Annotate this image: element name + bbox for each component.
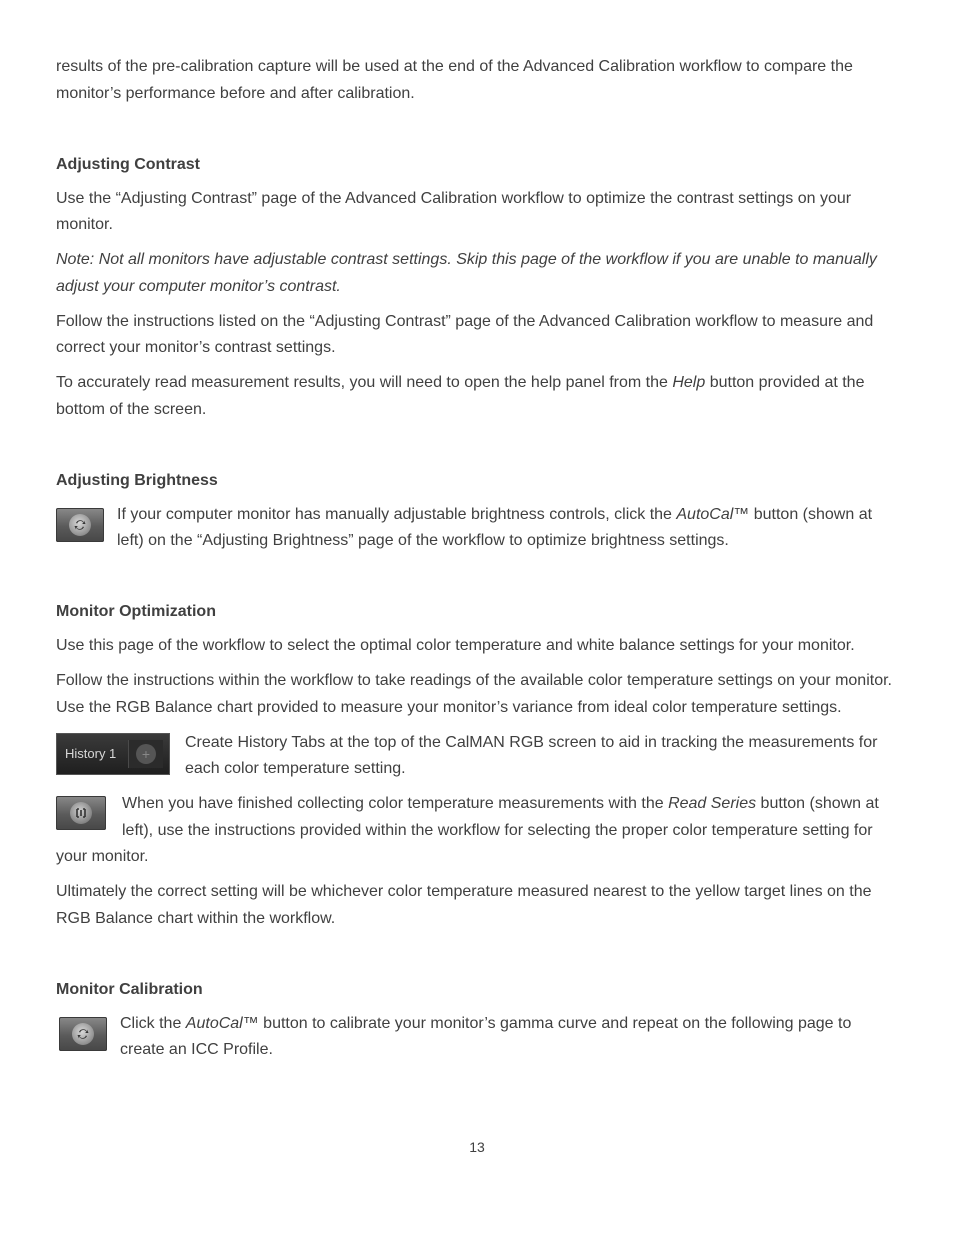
intro-paragraph: results of the pre-calibration capture will be used at the end of the Advanced Calibration workflow to compare the monitor’s performance before and after calibration. (56, 58, 853, 102)
autocal-button (56, 508, 104, 542)
plus-icon: + (136, 744, 156, 764)
autocal-refresh-icon (72, 1023, 94, 1045)
page-number: 13 (469, 1139, 485, 1155)
calibration-paragraph: Click the AutoCal™ button to calibrate your monitor’s gamma curve and repeat on the following page to create an ICC Profile. (120, 1014, 852, 1058)
brightness-row (56, 502, 900, 555)
read-series-row (56, 791, 900, 871)
read-series-paragraph: When you have finished collecting color temperature measurements with the Read Series button (shown at left), use the instructions provided within the workflow for selecting the proper color temperature setting for your monitor. (56, 795, 879, 865)
contrast-paragraph-2: Follow the instructions listed on the “Adjusting Contrast” page of the Advanced Calibration workflow to measure and correct your monitor’s contrast settings. (56, 312, 874, 356)
heading-monitor-optimization: Monitor Optimization (56, 603, 216, 620)
history-paragraph: Create History Tabs at the top of the CalMAN RGB screen to aid in tracking the measurements for each color temperature setting. (185, 733, 878, 777)
optimization-paragraph-2: Follow the instructions within the workflow to take readings of the available color temperature settings on your monitor. Use the RGB Balance chart provided to measure your monitor’s variance from ideal color temperature settings. (56, 672, 892, 716)
heading-adjusting-brightness: Adjusting Brightness (56, 471, 218, 489)
add-history-tab (128, 740, 163, 768)
contrast-paragraph-1: Use the “Adjusting Contrast” page of the Advanced Calibration workflow to optimize the contrast settings on your monitor. (56, 189, 852, 233)
brightness-paragraph: If your computer monitor has manually adjustable brightness controls, click the AutoCal™ button (shown at left) on the “Adjusting Brightness” page of the workflow to optimize brightness settings. (117, 505, 873, 549)
contrast-note: Note: Not all monitors have adjustable contrast settings. Skip this page of the workflow if you are unable to manually adjust your computer monitor’s contrast. (56, 251, 877, 295)
heading-adjusting-contrast: Adjusting Contrast (56, 155, 200, 173)
history-tab (56, 733, 170, 775)
read-series-button (56, 796, 106, 830)
calibration-row (56, 1011, 900, 1064)
history-row (56, 730, 900, 783)
optimization-paragraph-5: Ultimately the correct setting will be whichever color temperature measured nearest to the yellow target lines on the RGB Balance chart within the workflow. (56, 883, 872, 927)
contrast-paragraph-3: To accurately read measurement results, you will need to open the help panel from the Help button provided at the bottom of the screen. (56, 374, 865, 418)
history-tab-label: History 1 (65, 745, 117, 761)
read-series-icon (70, 802, 92, 824)
heading-monitor-calibration: Monitor Calibration (56, 980, 203, 998)
optimization-paragraph-1: Use this page of the workflow to select the optimal color temperature and white balance settings for your monitor. (56, 637, 855, 654)
autocal-button-calibration (59, 1017, 107, 1051)
autocal-refresh-icon (69, 514, 91, 536)
document-page (56, 54, 900, 1072)
